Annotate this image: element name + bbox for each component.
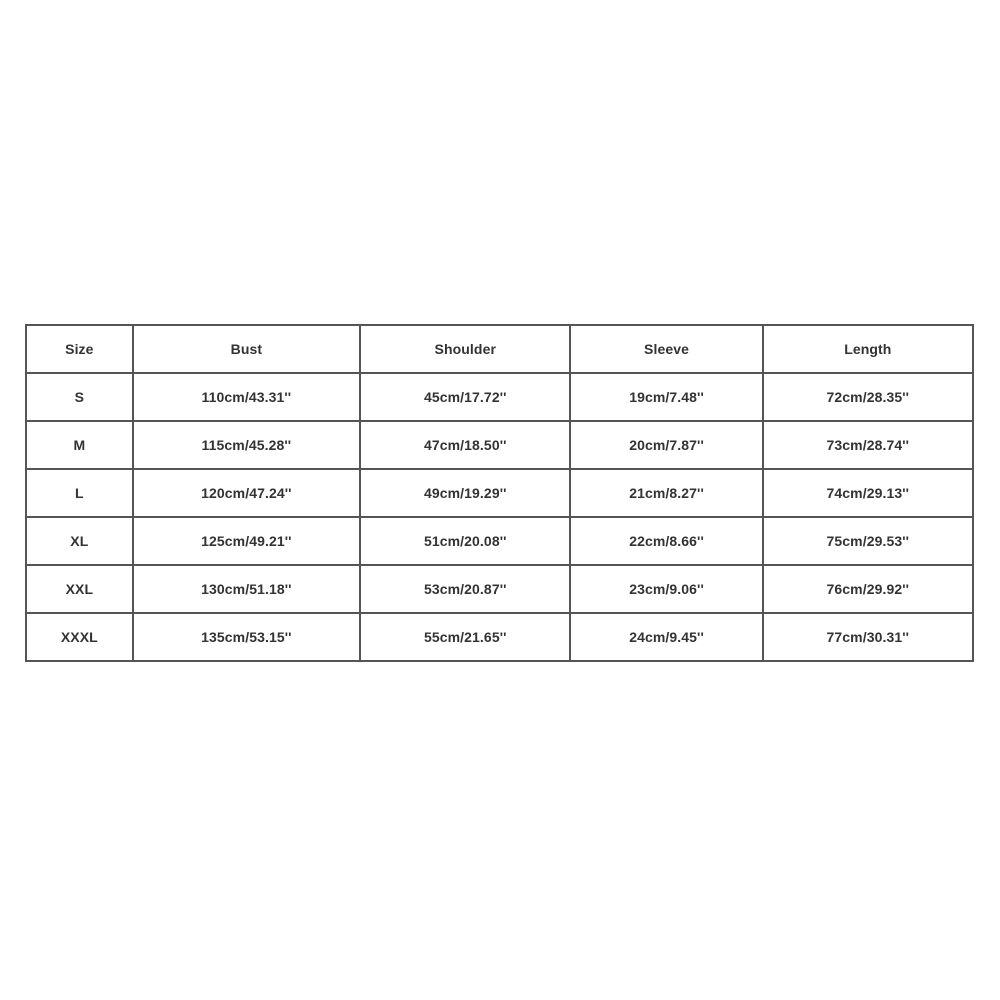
header-length: Length (763, 325, 973, 373)
shoulder-cell: 49cm/19.29'' (360, 469, 570, 517)
sleeve-cell: 21cm/8.27'' (570, 469, 762, 517)
size-cell: XXL (26, 565, 133, 613)
length-cell: 74cm/29.13'' (763, 469, 973, 517)
bust-cell: 120cm/47.24'' (133, 469, 360, 517)
bust-cell: 125cm/49.21'' (133, 517, 360, 565)
header-bust: Bust (133, 325, 360, 373)
length-cell: 76cm/29.92'' (763, 565, 973, 613)
length-cell: 72cm/28.35'' (763, 373, 973, 421)
size-cell: M (26, 421, 133, 469)
sleeve-cell: 24cm/9.45'' (570, 613, 762, 661)
header-row (26, 325, 973, 373)
table-row (26, 373, 973, 421)
length-cell: 73cm/28.74'' (763, 421, 973, 469)
shoulder-cell: 51cm/20.08'' (360, 517, 570, 565)
length-cell: 77cm/30.31'' (763, 613, 973, 661)
shoulder-cell: 53cm/20.87'' (360, 565, 570, 613)
header-sleeve: Sleeve (570, 325, 762, 373)
size-chart-table (25, 324, 974, 662)
size-cell: L (26, 469, 133, 517)
table-row (26, 517, 973, 565)
sleeve-cell: 19cm/7.48'' (570, 373, 762, 421)
header-shoulder: Shoulder (360, 325, 570, 373)
header-size: Size (26, 325, 133, 373)
sleeve-cell: 22cm/8.66'' (570, 517, 762, 565)
shoulder-cell: 45cm/17.72'' (360, 373, 570, 421)
table-row (26, 469, 973, 517)
table-row (26, 565, 973, 613)
length-cell: 75cm/29.53'' (763, 517, 973, 565)
table-row (26, 613, 973, 661)
sleeve-cell: 20cm/7.87'' (570, 421, 762, 469)
bust-cell: 135cm/53.15'' (133, 613, 360, 661)
bust-cell: 110cm/43.31'' (133, 373, 360, 421)
size-cell: XXXL (26, 613, 133, 661)
shoulder-cell: 47cm/18.50'' (360, 421, 570, 469)
shoulder-cell: 55cm/21.65'' (360, 613, 570, 661)
bust-cell: 130cm/51.18'' (133, 565, 360, 613)
table-row (26, 421, 973, 469)
size-cell: XL (26, 517, 133, 565)
size-cell: S (26, 373, 133, 421)
bust-cell: 115cm/45.28'' (133, 421, 360, 469)
sleeve-cell: 23cm/9.06'' (570, 565, 762, 613)
